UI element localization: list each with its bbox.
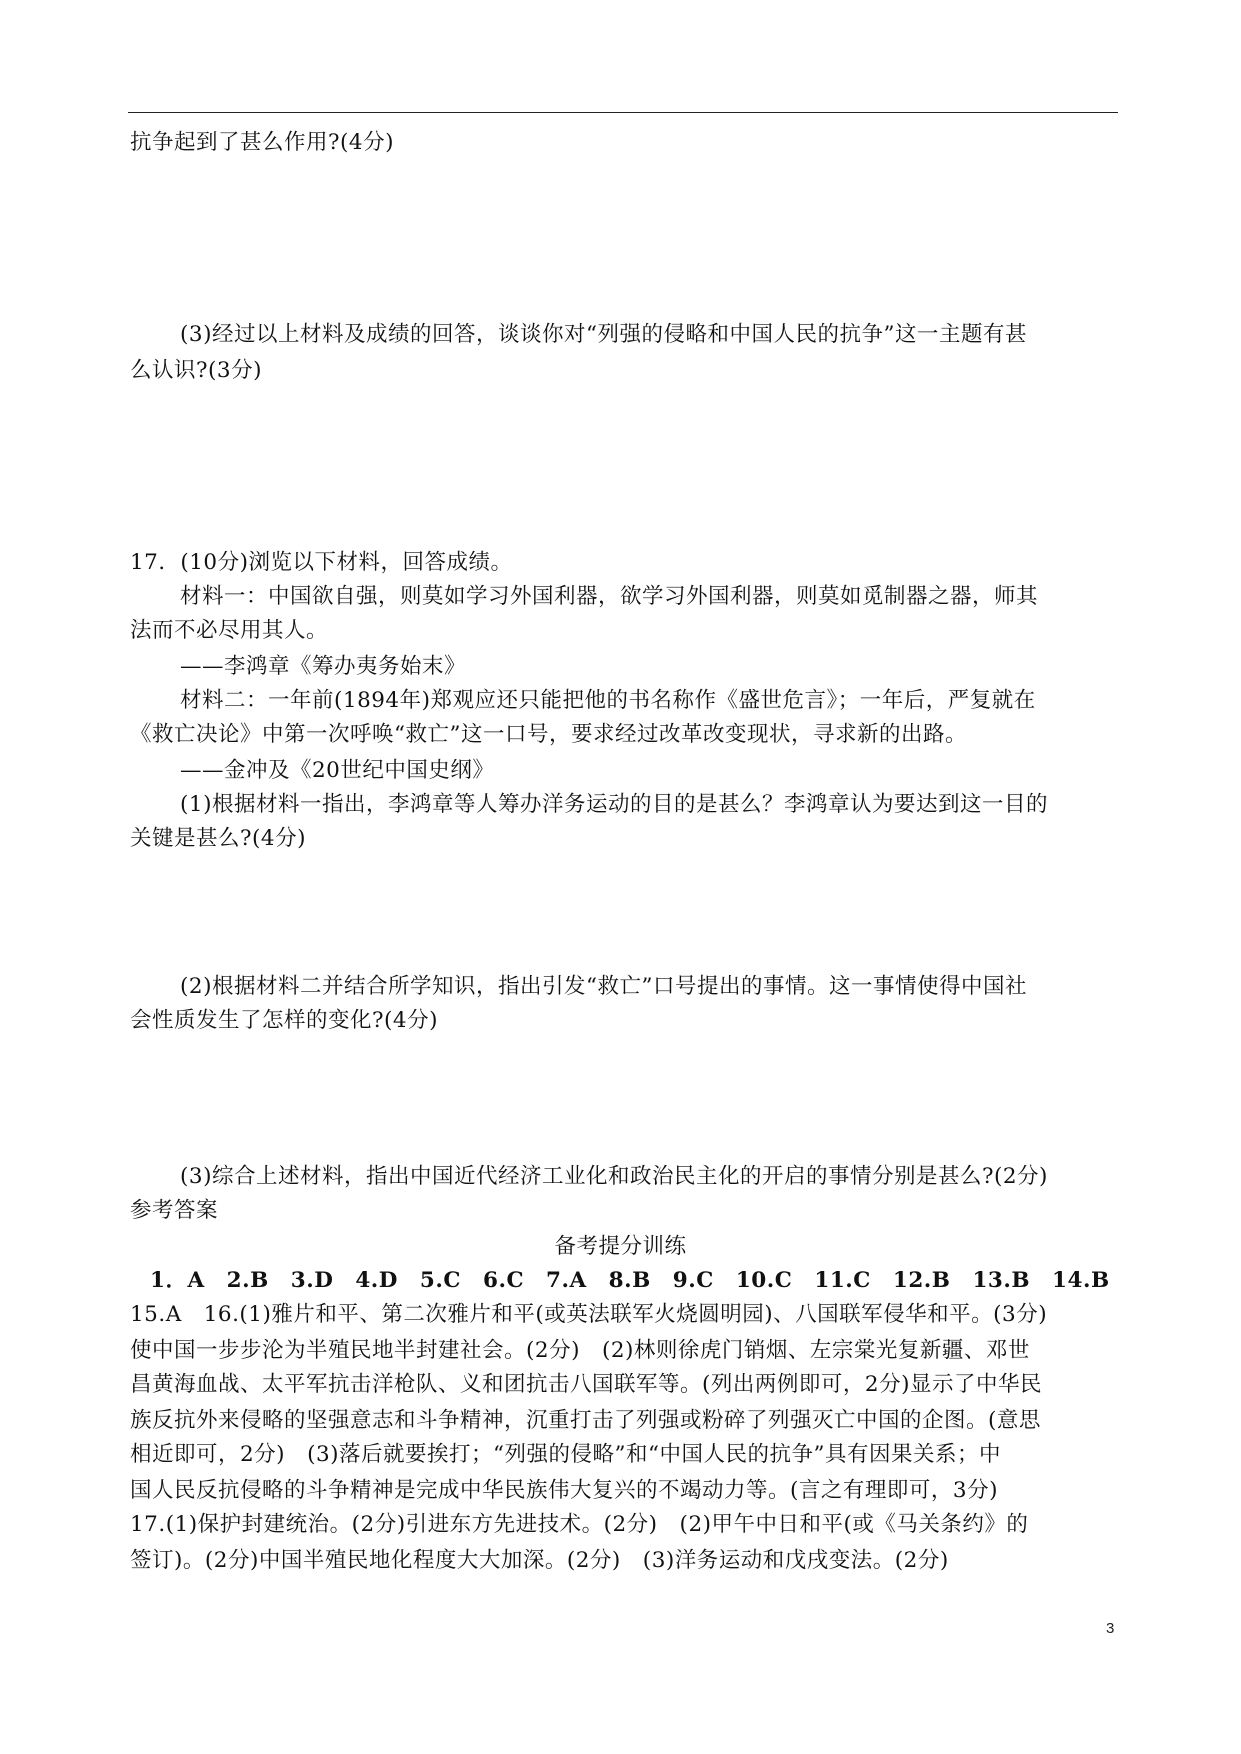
question-continuation: 抗争起到了甚么作用?(4分)	[130, 130, 394, 155]
q17-material2: 材料二：一年前(1894年)郑观应还只能把他的书名称作《盛世危言》；一年后，严复就在	[180, 688, 1036, 713]
q16-part3-text: (3)经过以上材料及成绩的回答，谈谈你对“列强的侵略和中国人民的抗争”这一主题有甚	[180, 322, 1027, 347]
q17-part3: (3)综合上述材料，指出中国近代经济工业化和政治民主化的开启的事情分别是甚么?(2分)	[180, 1164, 1048, 1189]
answers-heading: 参考答案	[130, 1198, 219, 1223]
header-rule	[128, 112, 1118, 113]
page-number: 3	[1106, 1620, 1115, 1637]
answer-16: 相近即可，2分) (3)落后就要挨打；“列强的侵略”和“中国人民的抗争”具有因果关系；中	[130, 1442, 1001, 1467]
q17-material1: 法而不必尽用其人。	[130, 618, 329, 643]
q17-material2-source: ——金冲及《20世纪中国史纲》	[180, 758, 495, 783]
answer-16: 族反抗外来侵略的坚强意志和斗争精神，沉重打击了列强或粉碎了列强灭亡中国的企图。(意思	[130, 1408, 1041, 1433]
answer-17: 签订)。(2分)中国半殖民地化程度大大加深。(2分) (3)洋务运动和戊戌变法。(2分)	[130, 1548, 949, 1573]
q17-material1: 材料一：中国欲自强，则莫如学习外国利器，欲学习外国利器，则莫如觅制器之器，师其	[180, 584, 1039, 609]
q16-part3-text: 么认识?(3分)	[130, 358, 262, 383]
q17-part1: (1)根据材料一指出，李鸿章等人筹办洋务运动的目的是甚么？李鸿章认为要达到这一目的	[180, 792, 1048, 817]
q17-part2: (2)根据材料二并结合所学知识，指出引发“救亡”口号提出的事情。这一事情使得中国社	[180, 974, 1027, 999]
answers-subheading: 备考提分训练	[554, 1234, 687, 1259]
q17-material2: 《救亡决论》中第一次呼唤“救亡”这一口号，要求经过改革改变现状，寻求新的出路。	[130, 722, 967, 747]
q17-material1-source: ——李鸿章《筹办夷务始末》	[180, 654, 467, 679]
answer-16: 国人民反抗侵略的斗争精神是完成中华民族伟大复兴的不竭动力等。(言之有理即可，3分)	[130, 1478, 998, 1503]
q17-part1: 关键是甚么?(4分)	[130, 826, 306, 851]
q17-intro: 17．(10分)浏览以下材料，回答成绩。	[130, 550, 513, 575]
answer-16: 15.A 16.(1)雅片和平、第二次雅片和平(或英法联军火烧圆明园)、八国联军侵华和平。(3分)	[130, 1302, 1048, 1327]
answers-multiple-choice: 1．A 2.B 3.D 4.D 5.C 6.C 7.A 8.B 9.C 10.C 11.C 12.B 13.B 14.B	[150, 1268, 1110, 1293]
answer-17: 17.(1)保护封建统治。(2分)引进东方先进技术。(2分) (2)甲午中日和平(或《马关条约》的	[130, 1512, 1029, 1537]
answer-16: 昌黄海血战、太平军抗击洋枪队、义和团抗击八国联军等。(列出两例即可，2分)显示了中华民	[130, 1372, 1042, 1397]
q17-part2: 会性质发生了怎样的变化?(4分)	[130, 1008, 438, 1033]
answer-16: 使中国一步步沦为半殖民地半封建社会。(2分) (2)林则徐虎门销烟、左宗棠光复新疆、邓世	[130, 1338, 1030, 1363]
